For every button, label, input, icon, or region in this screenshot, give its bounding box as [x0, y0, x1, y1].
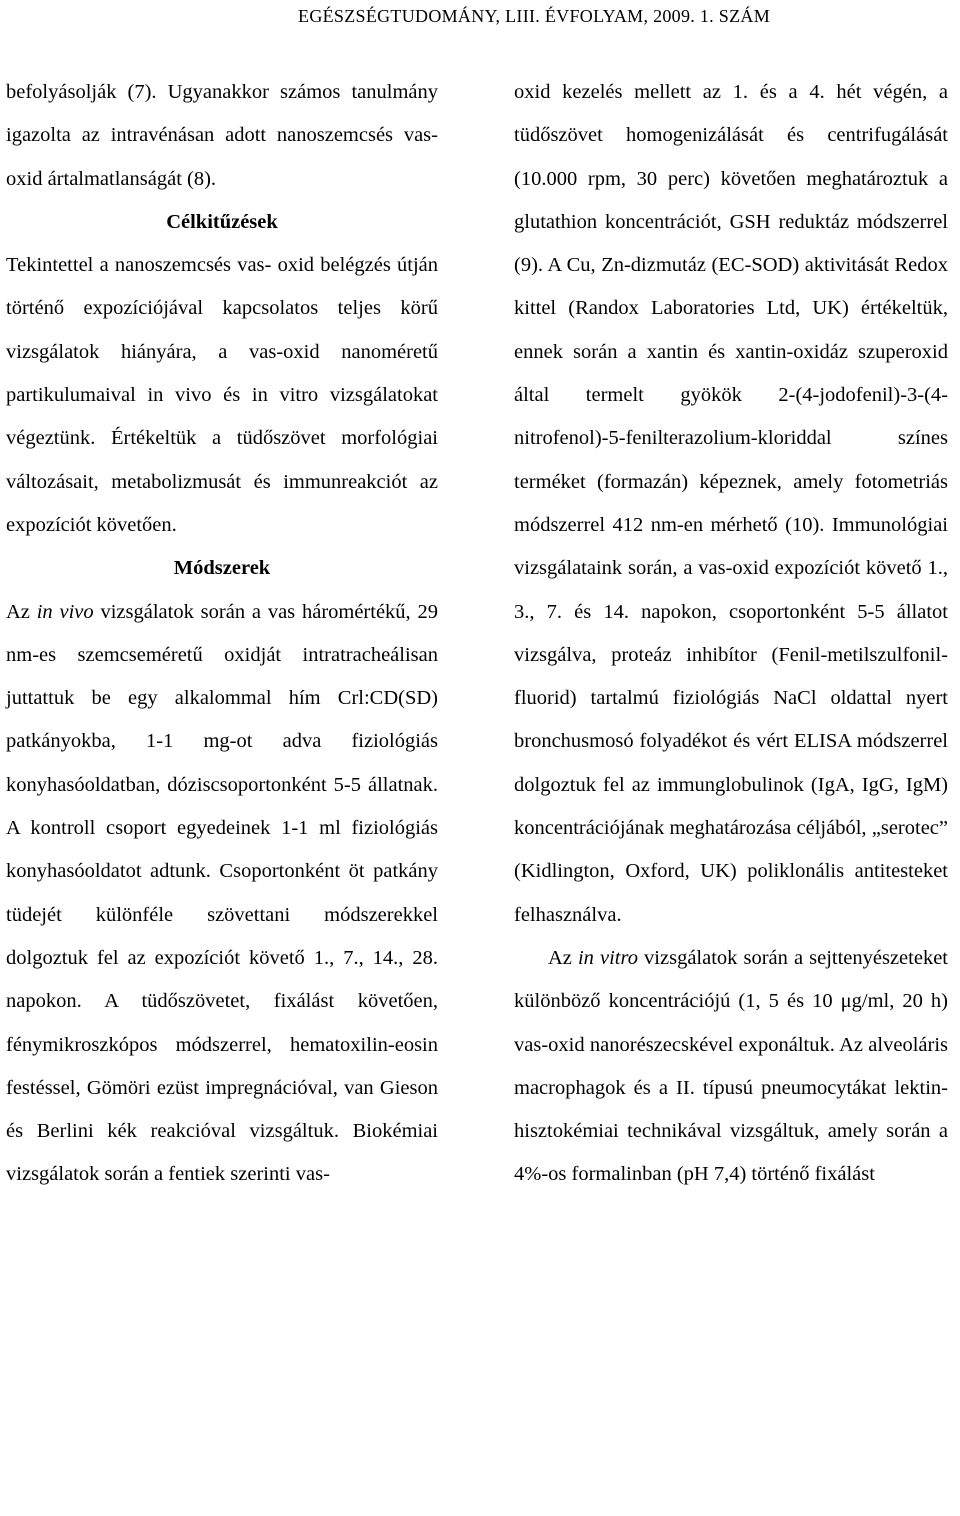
methods-text-start: Az	[6, 600, 37, 623]
paragraph-continued: oxid kezelés mellett az 1. és a 4. hét végén, a tüdőszövet homogenizálását és centrifugálását (10.000 rpm, 30 perc) követően meghatároztuk a glutathion koncentrációt, GSH reduktáz módszerrel (9). A Cu, Zn-dizmutáz (EC-SOD) aktivitását Redox kittel (Randox Laboratories Ltd, UK) értékeltük, ennek során a xantin és xantin-oxidáz szuperoxid által termelt gyökök 2-(4-jodofenil)-3-(4-nitrofenol)-5-fenilterazolium-kloriddal színes terméket (formazán) képeznek, amely fotometriás módszerrel 412 nm-en mérhető (10). Immunológiai vizsgálataink során, a vas-oxid expozíciót követő 1., 3., 7. és 14. napokon, csoportonként 5-5 állatot vizsgálva, proteáz inhibítor (Fenil-metilszulfonil-fluorid) tartalmú fiziológiás NaCl oldattal nyert bronchusmosó folyadékot és vért ELISA módszerrel dolgoztuk fel az immunglobulinok (IgA, IgG, IgM) koncentrációjának meghatározása céljából, „serotec” (Kidlington, Oxford, UK) poliklonális antitesteket felhasználva.	[514, 81, 948, 926]
paragraph-intro: befolyásolják (7). Ugyanakkor számos tanulmány igazolta az intravénásan adott nanoszemcsés vas-oxid ártalmatlanságát (8).	[6, 81, 438, 190]
paragraph-aims: Tekintettel a nanoszemcsés vas- oxid belégzés útján történő expozíciójával kapcsolatos teljes körű vizsgálatok hiányára, a vas-oxid nanoméretű partikulumaival in vivo és in vitro vizsgálatokat végeztünk. Értékeltük a tüdőszövet morfológiai változásait, metabolizmusát és immunreakciót az expozíciót követően.	[6, 254, 438, 536]
left-column	[6, 71, 438, 1197]
methods-text-rest: vizsgálatok során a vas háromértékű, 29 nm-es szemcseméretű oxidját intratracheálisan juttattuk be egy alkalommal hím Crl:CD(SD) patkányokba, 1-1 mg-ot adva fiziológiás konyhasóoldatban, dóziscsoportonként 5-5 állatnak. A kontroll csoport egyedeinek 1-1 ml fiziológiás konyhasóoldatot adtunk. Csoportonként öt patkány tüdejét különféle szövettani módszerekkel dolgoztuk fel az expozíciót követő 1., 7., 14., 28. napokon. A tüdőszövetet, fixálást követően, fénymikroszkópos módszerrel, hematoxilin-eosin festéssel, Gömöri ezüst impregnációval, van Gieson és Berlini kék reakcióval vizsgáltuk. Biokémiai vizsgálatok során a fentiek szerinti vas-	[6, 600, 439, 1186]
in-vitro-text-rest: vizsgálatok során a sejttenyészeteket különböző koncentrációjú (1, 5 és 10 μg/ml, 20 h) vas-oxid nanorészecskével exponáltuk. Az alveoláris macrophagok és a II. típusú pneumocytákat lektin-hisztokémiai technikával vizsgáltuk, amely során a 4%-os formalinban (pH 7,4) történő fixálást	[514, 946, 948, 1186]
right-column	[514, 71, 948, 1197]
heading-methods: Módszerek	[173, 557, 271, 580]
in-vitro-text-start: Az	[548, 946, 578, 969]
paragraph-in-vitro	[514, 937, 948, 1197]
in-vitro-italic: in vitro	[577, 946, 638, 969]
methods-italic-in-vivo: in vivo	[36, 600, 94, 623]
heading-aims: Célkitűzések	[166, 210, 278, 233]
paragraph-methods	[6, 591, 438, 1197]
running-head: EGÉSZSÉGTUDOMÁNY, LIII. ÉVFOLYAM, 2009. 1. SZÁM	[298, 6, 770, 26]
